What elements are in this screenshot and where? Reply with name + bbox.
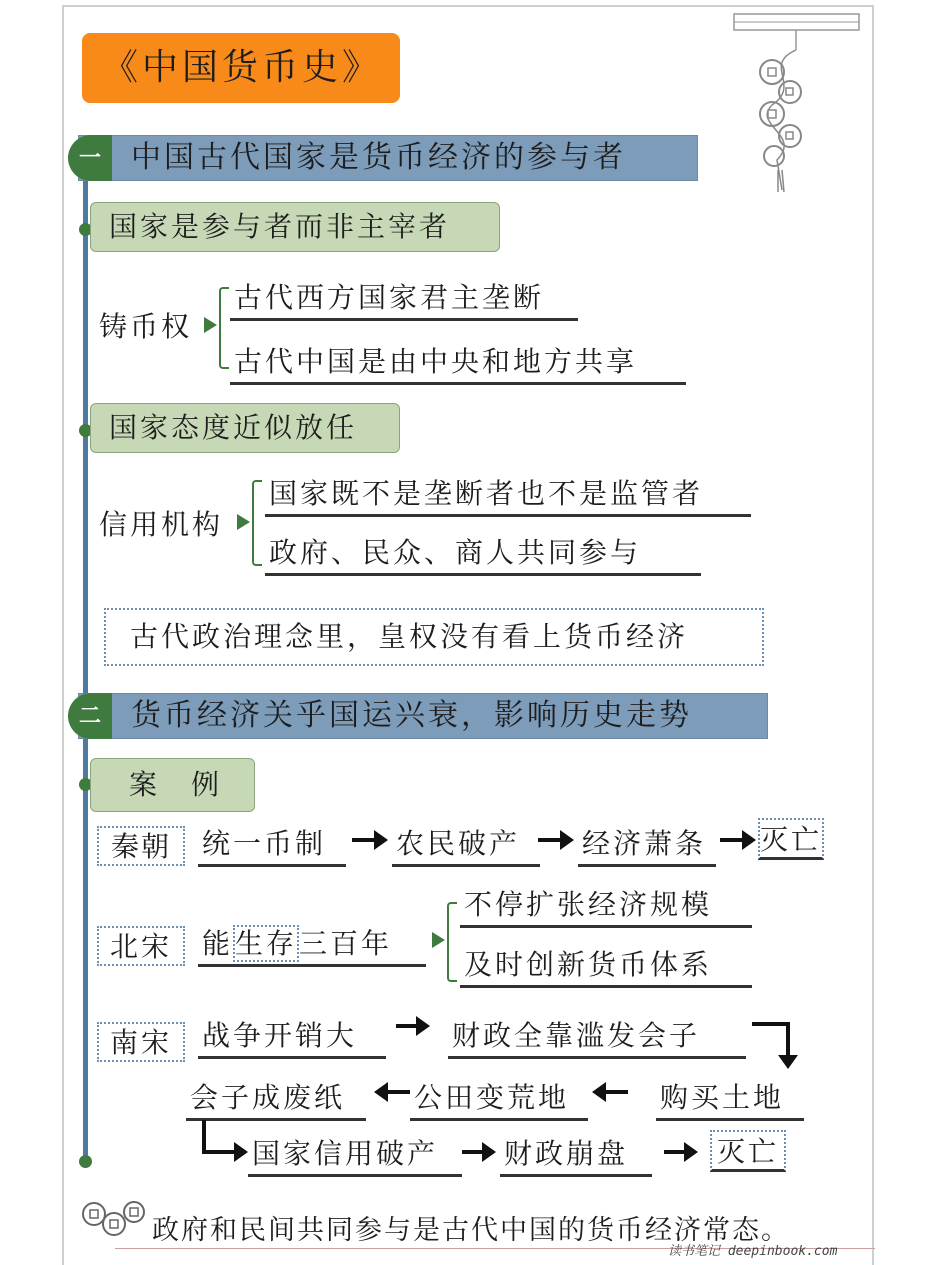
section2-heading (78, 693, 768, 739)
timeline-spine (83, 170, 88, 1162)
footer-conclusion: 政府和民间共同参与是古代中国的货币经济常态。 (152, 1215, 790, 1246)
section1-heading-text: 中国古代国家是货币经济的参与者 (131, 140, 626, 175)
turn-down-arrow-icon (752, 1022, 790, 1026)
qin-step-2: 农民破产 (392, 822, 540, 867)
nansong-step-2: 财政全靠滥发会子 (448, 1014, 746, 1059)
arrow-right-icon (720, 838, 746, 842)
coin-ornament-icon (732, 10, 862, 195)
section2-heading-text: 货币经济关乎国运兴衰，影响历史走势 (131, 698, 692, 733)
beisong-label: 北宋 (97, 926, 185, 966)
section2-number: 二 (68, 693, 112, 739)
section1-note: 古代政治理念里，皇权没有看上货币经济 (104, 608, 764, 666)
section1-box2: 国家态度近似放任 (90, 403, 400, 453)
watermark: 读书笔记 deepinbook.com (668, 1244, 838, 1259)
coins-decoration-icon (80, 1198, 150, 1240)
beisong-item-2: 及时创新货币体系 (460, 943, 752, 988)
section1-number: 一 (68, 135, 112, 181)
beisong-lead (198, 922, 426, 967)
nansong-end: 灭亡 (710, 1130, 786, 1172)
arrow-left-icon (602, 1090, 628, 1094)
nansong-step-5: 会子成废纸 (186, 1076, 366, 1121)
arrow-right-icon (396, 1024, 420, 1028)
beisong-lead-1: 能 (202, 927, 234, 960)
turn-right-arrow-icon (202, 1150, 236, 1154)
credit-item-1: 国家既不是垄断者也不是监管者 (265, 472, 751, 517)
minting-label: 铸币权 (99, 310, 193, 343)
beisong-item-1: 不停扩张经济规模 (460, 883, 752, 928)
minting-item-2: 古代中国是由中央和地方共享 (230, 340, 686, 385)
nansong-step-6: 国家信用破产 (248, 1132, 462, 1177)
minting-item-1: 古代西方国家君主垄断 (230, 276, 578, 321)
turn-right-arrow-stem (202, 1120, 206, 1154)
case-label-box: 案 例 (90, 758, 255, 812)
turn-down-arrow-stem (786, 1022, 790, 1058)
beisong-brace (447, 902, 457, 982)
arrow-triangle-icon (432, 932, 445, 948)
minting-brace (219, 287, 229, 369)
turn-right-arrow-head (234, 1142, 248, 1162)
credit-label: 信用机构 (99, 508, 224, 541)
nansong-step-4: 公田变荒地 (410, 1076, 588, 1121)
arrow-right-icon (664, 1150, 688, 1154)
arrow-left-icon (384, 1090, 410, 1094)
beisong-lead-2: 生存 (235, 927, 298, 960)
nansong-step-3: 购买土地 (656, 1076, 804, 1121)
arrow-right-icon (538, 838, 564, 842)
credit-brace (252, 480, 262, 566)
arrow-triangle-icon (204, 317, 217, 333)
qin-step-1: 统一币制 (198, 822, 346, 867)
arrow-right-icon (352, 838, 378, 842)
section1-heading (78, 135, 698, 181)
bullet-dot (79, 1155, 92, 1168)
qin-end: 灭亡 (758, 818, 824, 860)
credit-item-2: 政府、民众、商人共同参与 (265, 531, 701, 576)
arrow-triangle-icon (237, 514, 250, 530)
qin-step-3: 经济萧条 (578, 822, 716, 867)
page-title: 《中国货币史》 (82, 33, 400, 103)
beisong-lead-3: 三百年 (299, 927, 393, 960)
section1-box1: 国家是参与者而非主宰者 (90, 202, 500, 252)
nansong-label: 南宋 (97, 1022, 185, 1062)
turn-down-arrow-head (778, 1055, 798, 1069)
nansong-step-1: 战争开销大 (198, 1014, 386, 1059)
qin-label: 秦朝 (97, 826, 185, 866)
nansong-step-7: 财政崩盘 (500, 1132, 652, 1177)
arrow-right-icon (462, 1150, 486, 1154)
